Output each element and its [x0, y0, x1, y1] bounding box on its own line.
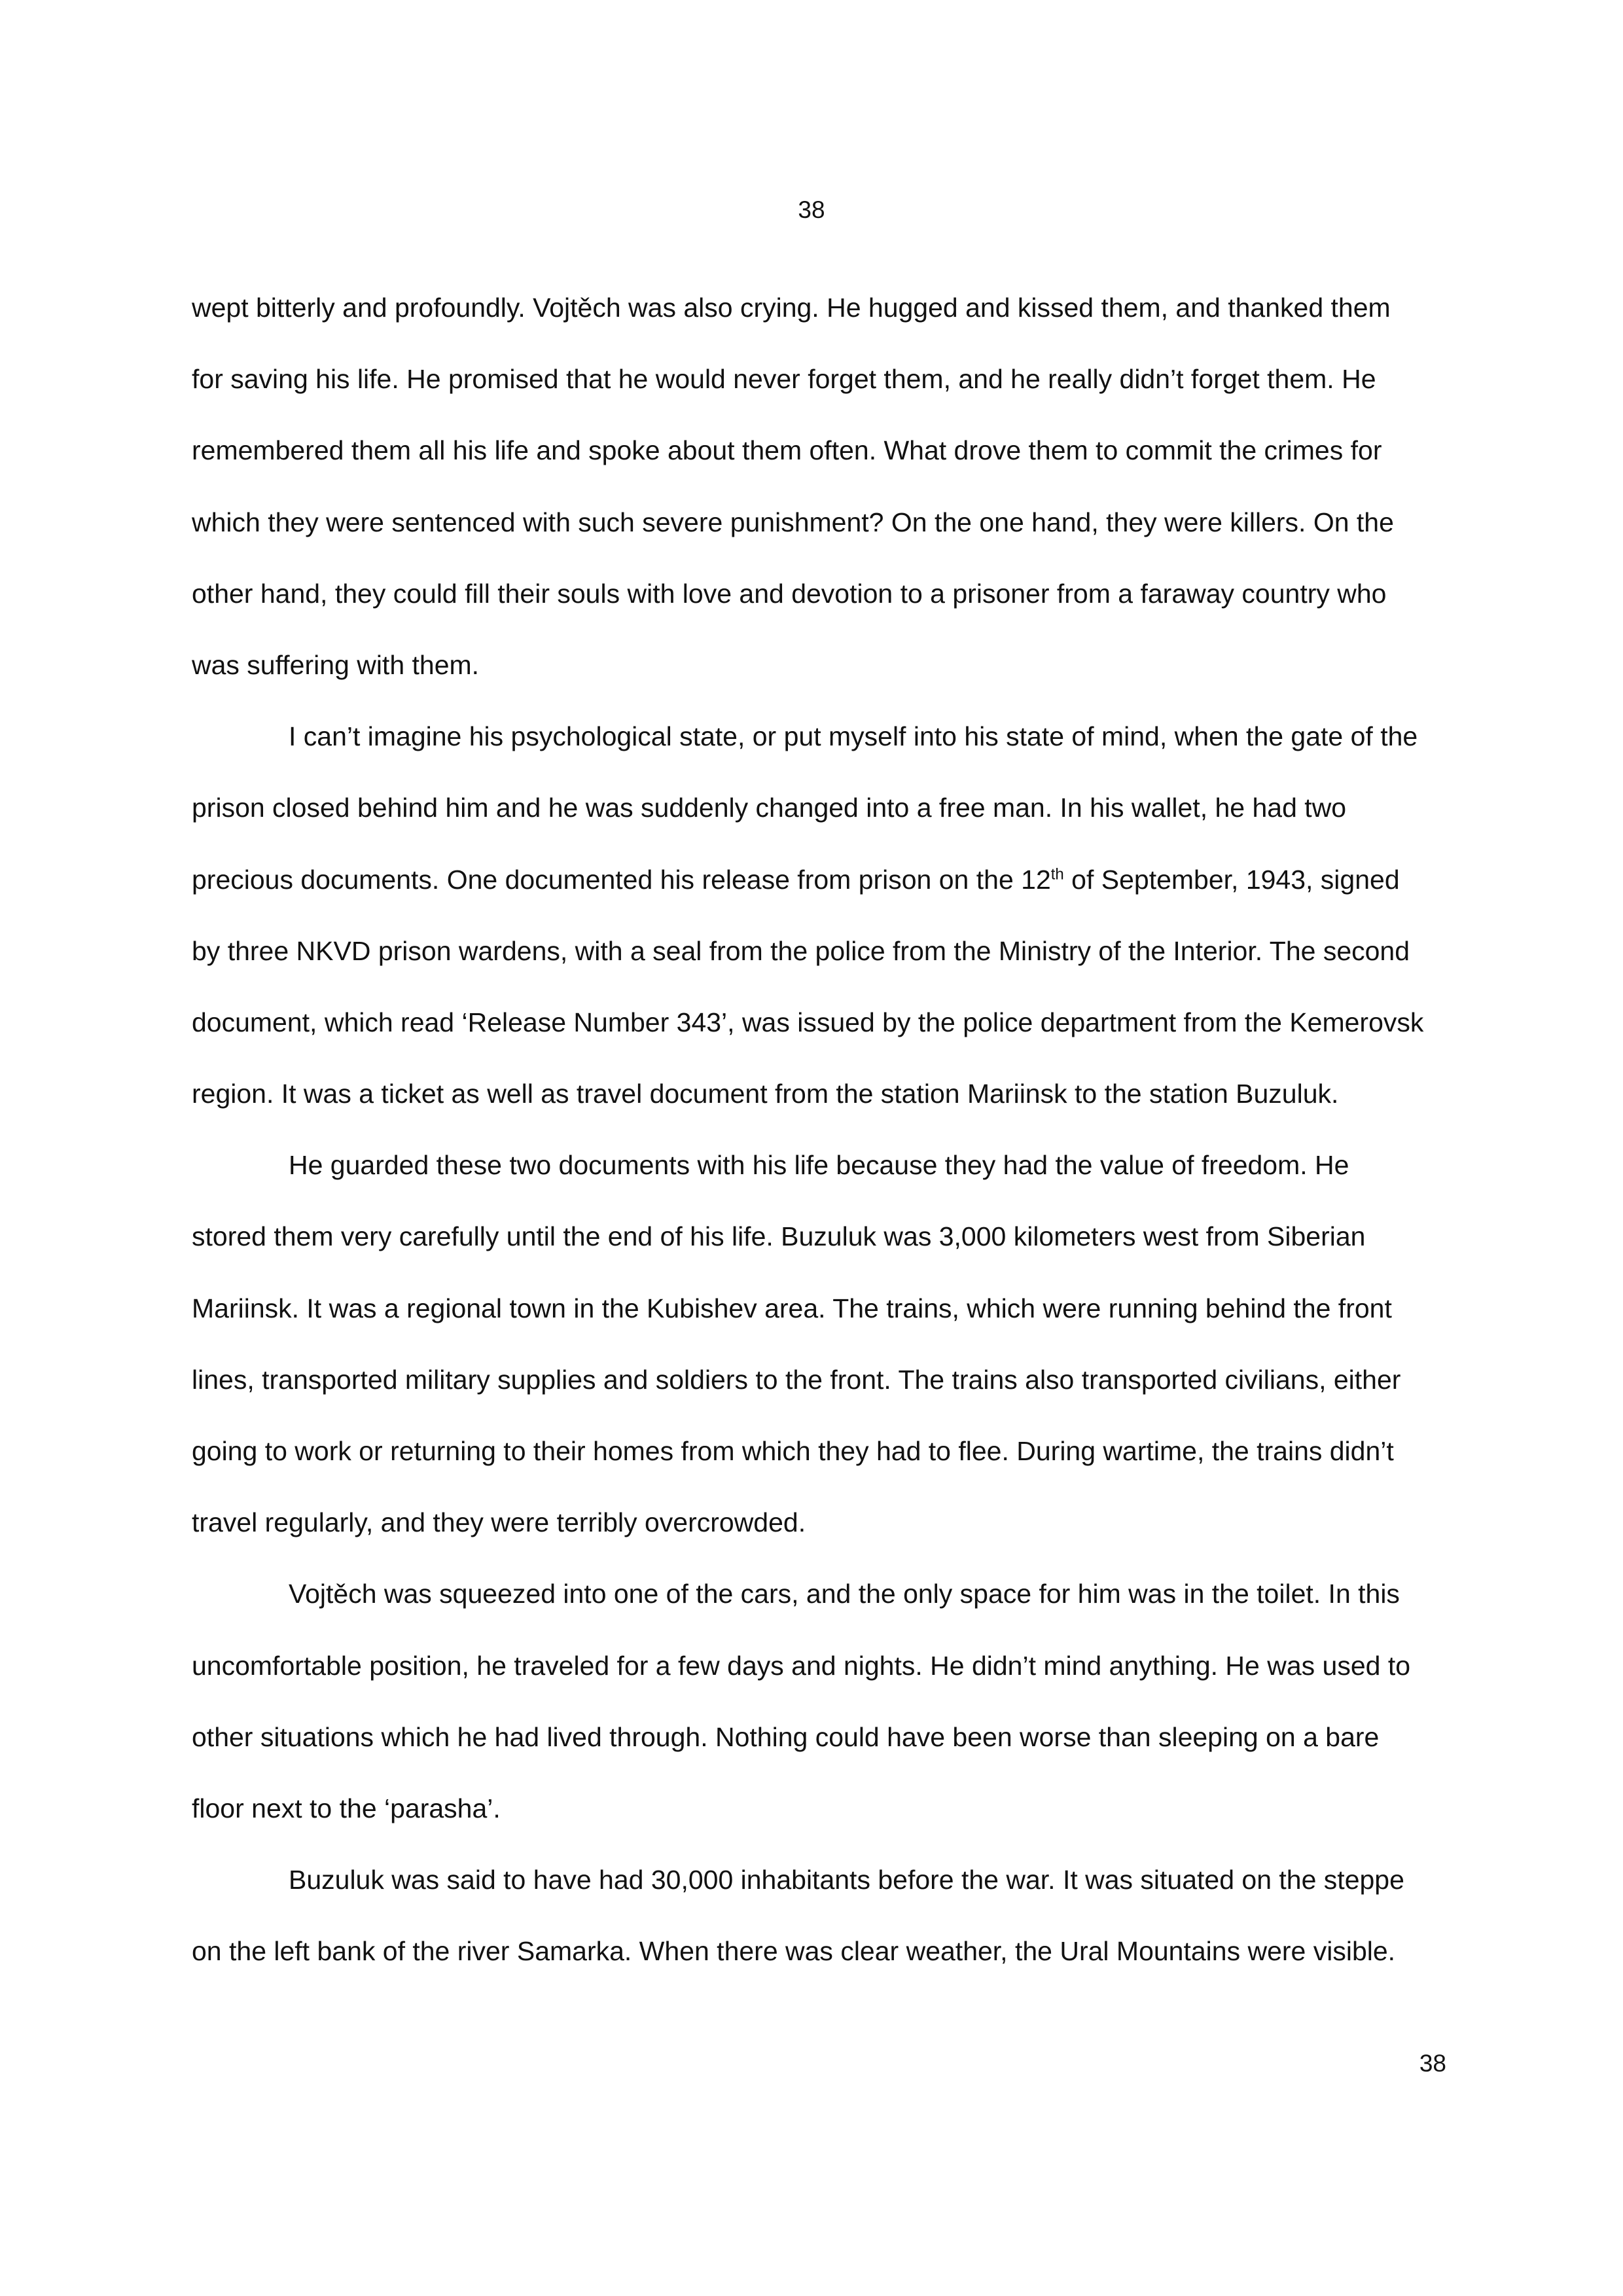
text-line: other hand, they could fill their souls with love and devotion to a prisoner from a faraway country who: [192, 578, 1387, 609]
text-line: for saving his life. He promised that he would never forget them, and he really didn’t forget them. He: [192, 364, 1376, 395]
text-line: He guarded these two documents with his life because they had the value of freedom. He: [289, 1150, 1349, 1181]
text-line: document, which read ‘Release Number 343’, was issued by the police department from the Kemerovsk: [192, 1007, 1424, 1037]
text-segment: of September, 1943, signed: [1063, 864, 1400, 895]
text-line: [192, 860, 1435, 931]
text-line: uncomfortable position, he traveled for a few days and nights. He didn’t mind anything. He was used to: [192, 1650, 1411, 1681]
text-line: region. It was a ticket as well as travel document from the station Mariinsk to the station Buzuluk.: [192, 1079, 1339, 1109]
text-line: going to work or returning to their homes from which they had to flee. During wartime, the trains didn’t: [192, 1436, 1394, 1466]
text-line: was suffering with them.: [192, 649, 480, 680]
page-number-footer: 38: [1419, 2050, 1446, 2077]
text-line: Buzuluk was said to have had 30,000 inhabitants before the war. It was situated on the steppe: [289, 1865, 1404, 1895]
text-line: remembered them all his life and spoke about them often. What drove them to commit the crimes for: [192, 435, 1382, 466]
text-line: wept bitterly and profoundly. Vojtěch was also crying. He hugged and kissed them, and thanked them: [192, 293, 1391, 323]
text-line: travel regularly, and they were terribly overcrowded.: [192, 1507, 806, 1538]
page-number-header: 38: [798, 196, 825, 223]
text-line: floor next to the ‘parasha’.: [192, 1793, 501, 1823]
text-line: lines, transported military supplies and soldiers to the front. The trains also transported civilians, either: [192, 1364, 1401, 1395]
text-line: stored them very carefully until the end of his life. Buzuluk was 3,000 kilometers west from Siberian: [192, 1221, 1366, 1252]
text-line: by three NKVD prison wardens, with a seal from the police from the Ministry of the Interior. The second: [192, 935, 1410, 966]
text-segment: precious documents. One documented his release from prison on the 12: [192, 864, 1051, 895]
body-text: [192, 288, 1435, 2003]
text-line: prison closed behind him and he was suddenly changed into a free man. In his wallet, he had two: [192, 793, 1347, 823]
text-line: other situations which he had lived through. Nothing could have been worse than sleeping on a bare: [192, 1721, 1380, 1752]
text-line: Mariinsk. It was a regional town in the Kubishev area. The trains, which were running behind the front: [192, 1293, 1392, 1323]
text-line: on the left bank of the river Samarka. When there was clear weather, the Ural Mountains were visible.: [192, 1936, 1396, 1967]
text-line: which they were sentenced with such severe punishment? On the one hand, they were killers. On the: [192, 507, 1394, 537]
text-line: I can’t imagine his psychological state, or put myself into his state of mind, when the gate of the: [289, 721, 1418, 752]
text-line: Vojtěch was squeezed into one of the cars, and the only space for him was in the toilet. In this: [289, 1579, 1400, 1609]
superscript: th: [1050, 865, 1064, 883]
